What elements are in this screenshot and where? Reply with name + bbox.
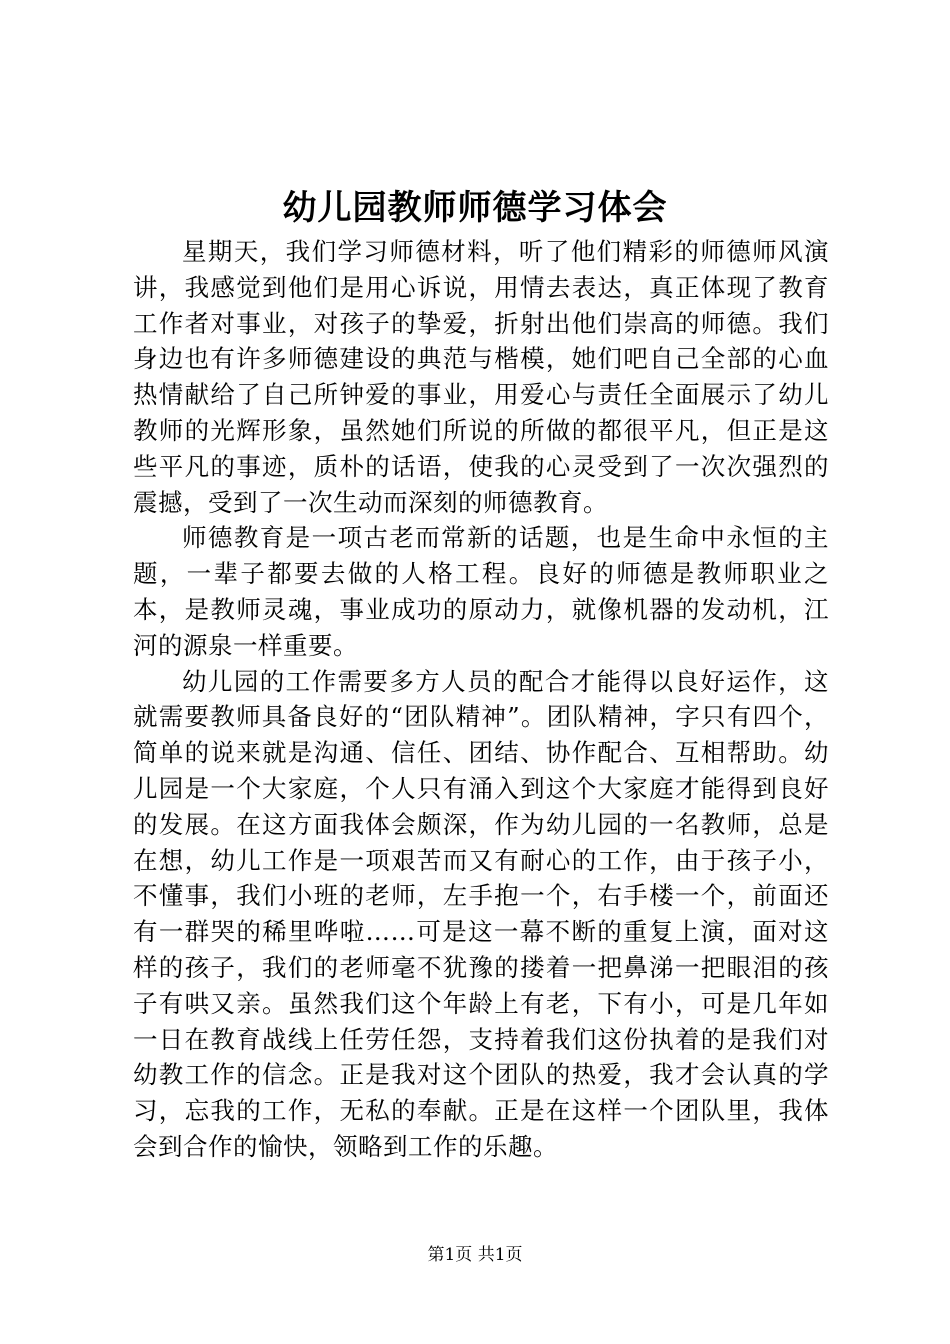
paragraph-1: 星期天，我们学习师德材料，听了他们精彩的师德师风演讲，我感觉到他们是用心诉说，用情去表达，真正体现了教育工作者对事业，对孩子的挚爱，折射出他们崇高的师德。我们身边也有许多师德建设的典范与楷模，她们吧自己全部的心血热情献给了自己所钟爱的事业，用爱心与责任全面展示了幼儿教师的光辉形象，虽然她们所说的所做的都很平凡，但正是这些平凡的事迹，质朴的话语，使我的心灵受到了一次次强烈的震撼，受到了一次生动而深刻的师德教育。 — [133, 237, 829, 517]
page-footer: 第1页 共1页 — [427, 1245, 523, 1265]
document-body — [133, 234, 829, 1165]
document-title: 幼儿园教师师德学习体会 — [282, 188, 668, 228]
paragraph-2: 师德教育是一项古老而常新的话题，也是生命中永恒的主题，一辈子都要去做的人格工程。良好的师德是教师职业之本，是教师灵魂，事业成功的原动力，就像机器的发动机，江河的源泉一样重要。 — [133, 523, 829, 660]
paragraph-3: 幼儿园的工作需要多方人员的配合才能得以良好运作，这就需要教师具备良好的“团队精神”。团队精神，字只有四个，简单的说来就是沟通、信任、团结、协作配合、互相帮助。幼儿园是一个大家庭，个人只有涌入到这个大家庭才能得到良好的发展。在这方面我体会颇深，作为幼儿园的一名教师，总是在想，幼儿工作是一项艰苦而又有耐心的工作，由于孩子小，不懂事，我们小班的老师，左手抱一个，右手楼一个，前面还有一群哭的稀里哗啦……可是这一幕不断的重复上演，面对这样的孩子，我们的老师毫不犹豫的搂着一把鼻涕一把眼泪的孩子有哄又亲。虽然我们这个年龄上有老，下有小，可是几年如一日在教育战线上任劳任怨，支持着我们这份执着的是我们对幼教工作的信念。正是我对这个团队的热爱，我才会认真的学习，忘我的工作，无私的奉献。正是在这样一个团队里，我体会到合作的愉快，领略到工作的乐趣。 — [133, 666, 829, 1161]
